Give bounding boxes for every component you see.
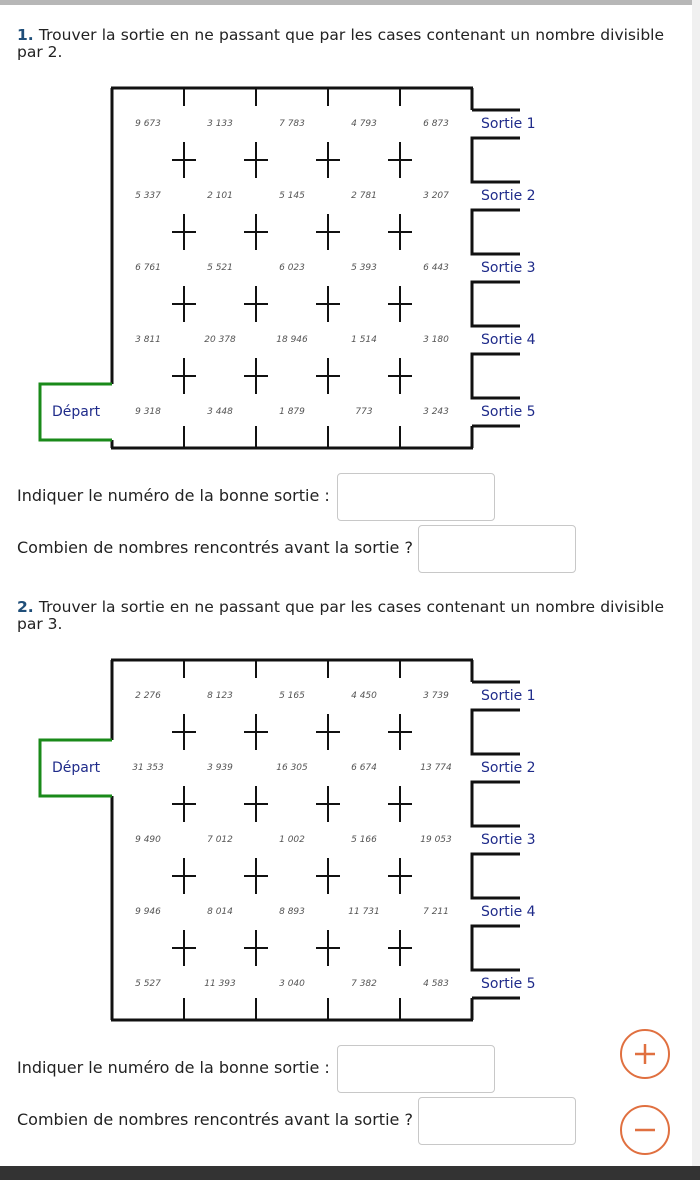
maze-cell-number: 7 012 — [207, 835, 233, 845]
maze-cell-number: 18 946 — [276, 335, 308, 345]
maze-cell-number: 5 521 — [207, 263, 233, 273]
maze-cell-number: 6 674 — [351, 763, 377, 773]
maze-cell-number: 9 946 — [135, 907, 161, 917]
exit-label-4: Sortie 4 — [481, 904, 536, 920]
maze-cell-number: 3 133 — [207, 119, 233, 129]
maze-cell-number: 773 — [355, 407, 373, 417]
exercise-text: Trouver la sortie en ne passant que par les cases contenant un nombre divisible par 3. — [17, 598, 664, 633]
maze-cell-number: 2 781 — [351, 191, 377, 201]
exercise-statement — [17, 599, 664, 633]
zoom-in-button[interactable] — [620, 1029, 670, 1079]
maze-cell-number: 7 211 — [423, 907, 449, 917]
exit-bracket — [472, 138, 520, 182]
maze-cell-number: 8 014 — [207, 907, 233, 917]
exit-bracket — [472, 926, 520, 970]
exit-bracket — [472, 710, 520, 754]
maze — [0, 82, 700, 452]
maze-cell-number: 2 101 — [207, 191, 233, 201]
top-border — [0, 0, 692, 5]
exercise-number: 2. — [17, 598, 34, 616]
maze — [0, 654, 700, 1024]
exit-bracket — [472, 782, 520, 826]
maze-cell-number: 2 276 — [135, 691, 161, 701]
maze-cell-number: 3 243 — [423, 407, 449, 417]
maze-cell-number: 6 023 — [279, 263, 305, 273]
exit-label-1: Sortie 1 — [481, 116, 536, 132]
maze-cell-number: 5 527 — [135, 979, 161, 989]
maze-cell-number: 31 353 — [132, 763, 164, 773]
maze-cell-number: 4 583 — [423, 979, 449, 989]
exit-label-5: Sortie 5 — [481, 404, 536, 420]
exit-label-1: Sortie 1 — [481, 688, 536, 704]
exit-bracket — [472, 282, 520, 326]
exit-bracket — [472, 354, 520, 398]
maze-cell-number: 9 490 — [135, 835, 161, 845]
exit-bracket — [472, 854, 520, 898]
exit-label-3: Sortie 3 — [481, 832, 536, 848]
maze-cell-number: 11 393 — [204, 979, 236, 989]
maze-cell-number: 19 053 — [420, 835, 452, 845]
maze-cell-number: 6 761 — [135, 263, 161, 273]
start-label: Départ — [52, 404, 101, 420]
count-answer-input[interactable] — [418, 1097, 576, 1145]
maze-cell-number: 3 040 — [279, 979, 305, 989]
bottom-bar — [0, 1166, 700, 1180]
start-label: Départ — [52, 760, 101, 776]
maze-cell-number: 4 793 — [351, 119, 377, 129]
maze-cell-number: 3 207 — [423, 191, 449, 201]
exercise-number: 1. — [17, 26, 34, 44]
question-count-label: Combien de nombres rencontrés avant la sortie ? — [17, 1110, 413, 1129]
exercise-statement — [17, 27, 664, 61]
minus-icon — [622, 1107, 668, 1153]
maze-cell-number: 8 123 — [207, 691, 233, 701]
maze-cell-number: 3 811 — [135, 335, 161, 345]
zoom-out-button[interactable] — [620, 1105, 670, 1155]
maze-cell-number: 6 873 — [423, 119, 449, 129]
maze-cell-number: 8 893 — [279, 907, 305, 917]
maze-cell-number: 1 514 — [351, 335, 377, 345]
maze-cell-number: 9 673 — [135, 119, 161, 129]
maze-cell-number: 1 002 — [279, 835, 305, 845]
question-exit-label: Indiquer le numéro de la bonne sortie : — [17, 486, 330, 505]
exit-answer-input[interactable] — [337, 473, 495, 521]
maze-cell-number: 7 783 — [279, 119, 305, 129]
maze-cell-number: 4 450 — [351, 691, 377, 701]
maze-cell-number: 20 378 — [204, 335, 236, 345]
question-exit-label: Indiquer le numéro de la bonne sortie : — [17, 1058, 330, 1077]
plus-icon — [622, 1031, 668, 1077]
maze-cell-number: 3 448 — [207, 407, 233, 417]
maze-cell-number: 1 879 — [279, 407, 305, 417]
maze-cell-number: 9 318 — [135, 407, 161, 417]
exit-label-5: Sortie 5 — [481, 976, 536, 992]
maze-cell-number: 3 180 — [423, 335, 449, 345]
maze-cell-number: 5 166 — [351, 835, 377, 845]
maze-cell-number: 3 739 — [423, 691, 449, 701]
exercise-text: Trouver la sortie en ne passant que par les cases contenant un nombre divisible par 2. — [17, 26, 664, 61]
exit-label-3: Sortie 3 — [481, 260, 536, 276]
question-count-label: Combien de nombres rencontrés avant la sortie ? — [17, 538, 413, 557]
exit-label-2: Sortie 2 — [481, 760, 536, 776]
maze-cell-number: 7 382 — [351, 979, 377, 989]
maze-cell-number: 13 774 — [420, 763, 452, 773]
maze-cell-number: 5 393 — [351, 263, 377, 273]
maze-cell-number: 5 145 — [279, 191, 305, 201]
maze-cell-number: 16 305 — [276, 763, 308, 773]
maze-cell-number: 5 337 — [135, 191, 161, 201]
exit-answer-input[interactable] — [337, 1045, 495, 1093]
maze-cell-number: 11 731 — [348, 907, 380, 917]
exit-label-2: Sortie 2 — [481, 188, 536, 204]
maze-cell-number: 6 443 — [423, 263, 449, 273]
exit-bracket — [472, 210, 520, 254]
count-answer-input[interactable] — [418, 525, 576, 573]
exit-label-4: Sortie 4 — [481, 332, 536, 348]
maze-cell-number: 5 165 — [279, 691, 305, 701]
maze-cell-number: 3 939 — [207, 763, 233, 773]
